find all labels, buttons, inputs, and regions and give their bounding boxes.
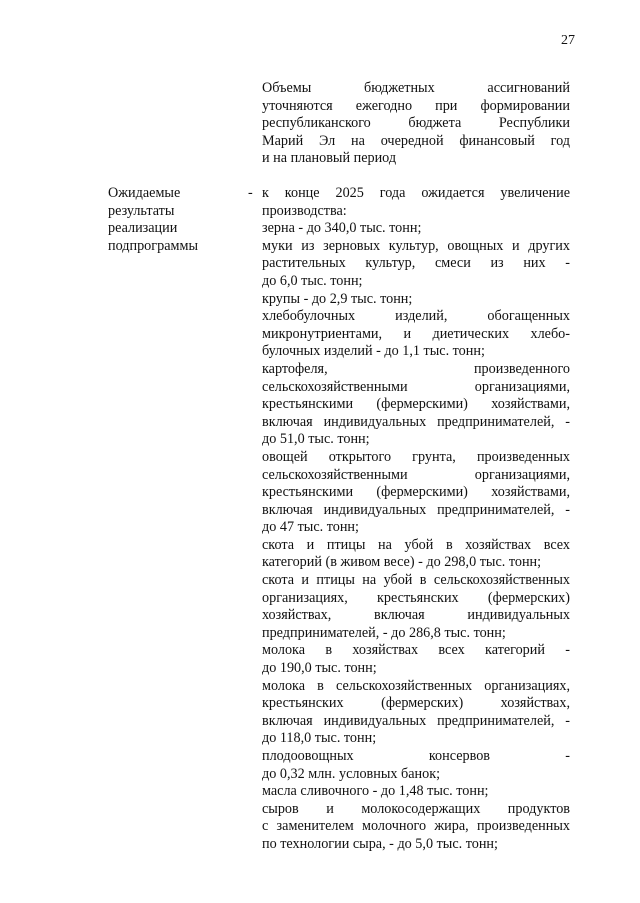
- label-dash: -: [248, 185, 253, 201]
- result-line: зерна - до 340,0 тыс. тонн;: [262, 220, 422, 237]
- result-line: предпринимателей, - до 286,8 тыс. тонн;: [262, 624, 506, 641]
- expected-results: [262, 185, 570, 854]
- budget-note-line: и на плановый период: [262, 150, 397, 167]
- result-line: масла сливочного - до 1,48 тыс. тонн;: [262, 783, 489, 800]
- budget-note-line: Марий Эл на очередной финансовый год: [262, 132, 570, 149]
- result-line: овощей открытого грунта, произведенных: [262, 448, 570, 465]
- result-line: с заменителем молочного жира, произведенных: [262, 818, 570, 835]
- result-line: сыров и молокосодержащих продуктов: [262, 800, 570, 817]
- result-line: категорий (в живом весе) - до 298,0 тыс. тонн;: [262, 554, 542, 571]
- budget-note: [262, 80, 570, 168]
- result-line: до 6,0 тыс. тонн;: [262, 272, 363, 289]
- section-label-line: реализации: [108, 220, 178, 237]
- result-line: к конце 2025 года ожидается увеличение: [262, 185, 570, 201]
- section-label-line: подпрограммы: [108, 237, 198, 254]
- result-line: крупы - до 2,9 тыс. тонн;: [262, 290, 413, 307]
- result-line: включая индивидуальных предпринимателей, -: [262, 712, 570, 729]
- result-line: микронутриентами, и диетических хлебо-: [262, 325, 570, 342]
- result-line: крестьянских (фермерских) хозяйствах,: [262, 695, 570, 712]
- result-line: молока в хозяйствах всех категорий -: [262, 642, 570, 659]
- result-line: картофеля, произведенного: [262, 360, 570, 377]
- result-line: до 0,32 млн. условных банок;: [262, 765, 441, 782]
- result-line: сельскохозяйственными организациями,: [262, 378, 570, 395]
- result-line: включая индивидуальных предпринимателей, -: [262, 501, 570, 518]
- result-line: булочных изделий - до 1,1 тыс. тонн;: [262, 343, 485, 360]
- result-line: сельскохозяйственными организациями,: [262, 466, 570, 483]
- budget-note-line: уточняются ежегодно при формировании: [262, 97, 570, 114]
- page-number: 27: [561, 33, 575, 48]
- budget-note-line: республиканского бюджета Республики: [262, 115, 570, 132]
- result-line: молока в сельскохозяйственных организациях,: [262, 677, 570, 694]
- section-label-line: результаты: [108, 202, 175, 219]
- result-line: организациях, крестьянских (фермерских): [262, 589, 570, 606]
- budget-note-line: Объемы бюджетных ассигнований: [262, 80, 570, 96]
- result-line: хозяйствах, включая индивидуальных: [262, 607, 570, 624]
- result-line: плодоовощных консервов -: [262, 748, 570, 764]
- result-line: крестьянскими (фермерскими) хозяйствами,: [262, 396, 570, 413]
- result-line: муки из зерновых культур, овощных и других: [262, 237, 570, 254]
- result-line: скота и птицы на убой в сельскохозяйственных: [262, 572, 570, 589]
- result-line: производства:: [262, 202, 347, 219]
- result-line: хлебобулочных изделий, обогащенных: [262, 308, 570, 325]
- result-line: скота и птицы на убой в хозяйствах всех: [262, 536, 570, 553]
- section-label-line: Ожидаемые: [108, 185, 181, 201]
- result-line: до 47 тыс. тонн;: [262, 519, 359, 536]
- result-line: до 118,0 тыс. тонн;: [262, 730, 377, 747]
- result-line: включая индивидуальных предпринимателей, -: [262, 413, 570, 430]
- section-label: [108, 185, 238, 255]
- result-line: крестьянскими (фермерскими) хозяйствами,: [262, 484, 570, 501]
- result-line: растительных культур, смеси из них -: [262, 255, 570, 272]
- result-line: до 51,0 тыс. тонн;: [262, 431, 370, 448]
- result-line: до 190,0 тыс. тонн;: [262, 660, 377, 677]
- result-line: по технологии сыра, - до 5,0 тыс. тонн;: [262, 835, 498, 852]
